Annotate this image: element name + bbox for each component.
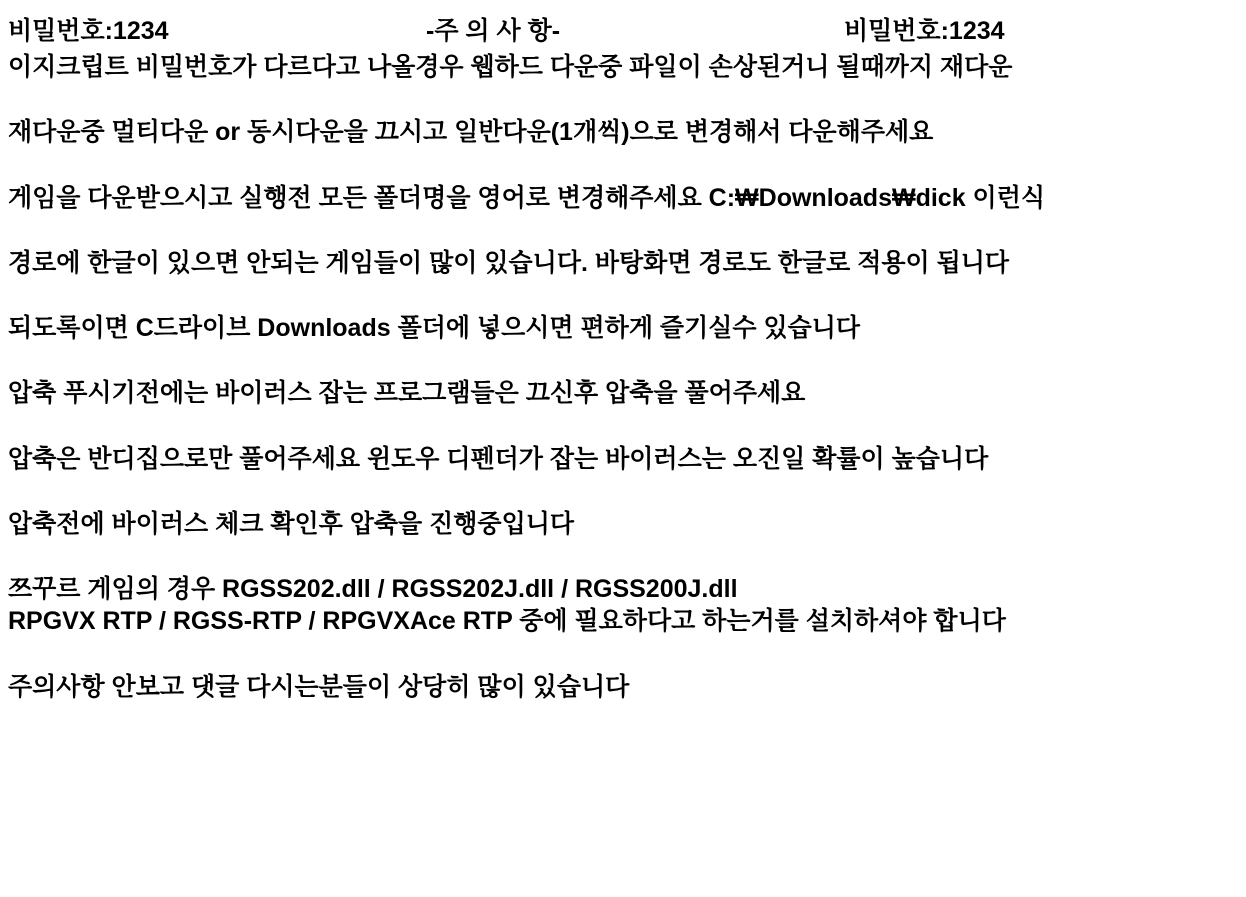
notice-line: 압축전에 바이러스 체크 확인후 압축을 진행중입니다	[8, 509, 575, 538]
password-right: 비밀번호:1234	[844, 17, 1005, 45]
notice-line: 압축은 반디집으로만 풀어주세요 윈도우 디펜더가 잡는 바이러스는 오진일 확률이 높습니다	[8, 444, 989, 473]
document-header	[8, 8, 1240, 54]
notice-line: 재다운중 멀티다운 or 동시다운을 끄시고 일반다운(1개씩)으로 변경해서 다운해주세요	[8, 118, 934, 147]
notice-line: 주의사항 안보고 댓글 다시는분들이 상당히 많이 있습니다	[8, 672, 630, 701]
notice-line: 되도록이면 C드라이브 Downloads 폴더에 넣으시면 편하게 즐기실수 있습니다	[8, 314, 861, 342]
notice-line: RPGVX RTP / RGSS-RTP / RPGVXAce RTP 중에 필요하다고 하는거를 설치하셔야 합니다	[8, 607, 1006, 636]
page-title: -주 의 사 항-	[426, 17, 561, 45]
notice-line: 게임을 다운받으시고 실행전 모든 폴더명을 영어로 변경해주세요 C:₩Downloads₩dick 이런식	[8, 183, 1046, 212]
notice-line: 이지크립트 비밀번호가 다르다고 나올경우 웹하드 다운중 파일이 손상된거니 될때까지 재다운	[8, 53, 1013, 81]
password-left: 비밀번호:1234	[8, 17, 169, 45]
notice-line: 경로에 한글이 있으면 안되는 게임들이 많이 있습니다. 바탕화면 경로도 한글로 적용이 됩니다	[8, 248, 1010, 277]
notice-line: 압축 푸시기전에는 바이러스 잡는 프로그램들은 끄신후 압축을 풀어주세요	[8, 379, 806, 408]
notice-line: 쯔꾸르 게임의 경우 RGSS202.dll / RGSS202J.dll / RGSS200J.dll	[8, 575, 738, 603]
